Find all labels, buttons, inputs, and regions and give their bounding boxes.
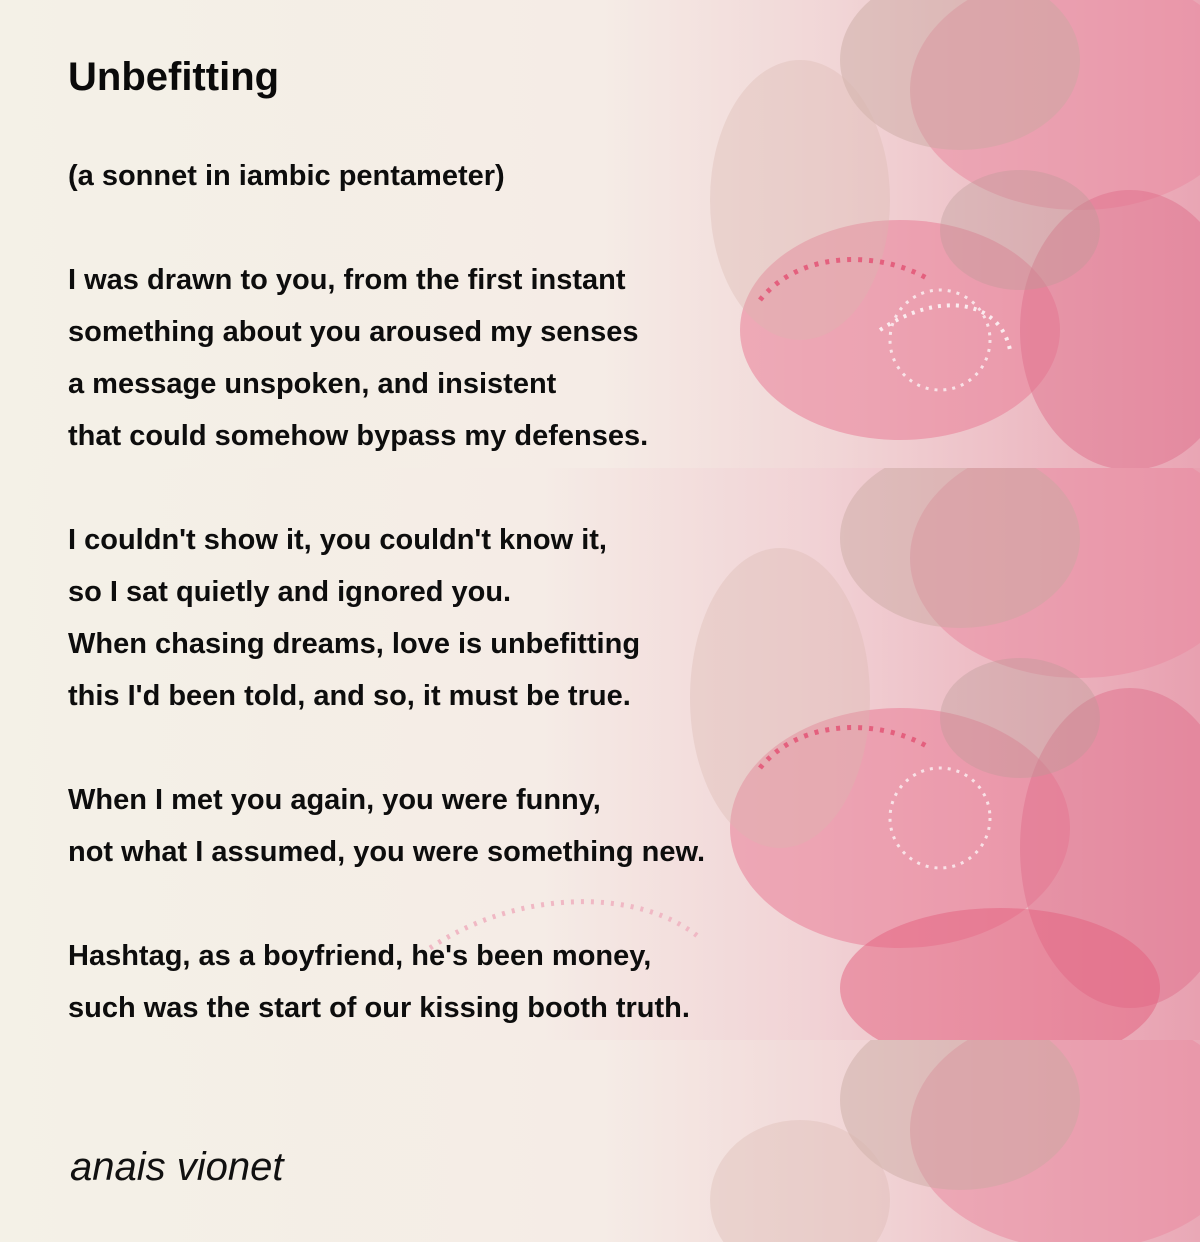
poem-line: a message unspoken, and insistent: [68, 368, 557, 400]
poem-line: When chasing dreams, love is unbefitting: [68, 628, 641, 660]
poem-line: I couldn't show it, you couldn't know it,: [68, 524, 607, 556]
poem-card: [68, 0, 1068, 1242]
stanza-break: [68, 202, 705, 254]
poem-line: something about you aroused my senses: [68, 316, 639, 348]
poem-subtitle: (a sonnet in iambic pentameter): [68, 160, 505, 192]
poem-line: not what I assumed, you were something new.: [68, 836, 706, 868]
poem-line: so I sat quietly and ignored you.: [68, 576, 512, 608]
poem-title: Unbefitting: [68, 55, 280, 99]
poem-line: this I'd been told, and so, it must be true.: [68, 680, 631, 712]
poem-line: Hashtag, as a boyfriend, he's been money,: [68, 940, 652, 972]
poem-line: that could somehow bypass my defenses.: [68, 420, 649, 452]
poem-line: I was drawn to you, from the first instant: [68, 264, 626, 296]
poem-line: such was the start of our kissing booth truth.: [68, 992, 690, 1024]
stanza-break: [68, 722, 705, 774]
poem-body: [68, 150, 705, 1034]
poem-line: When I met you again, you were funny,: [68, 784, 601, 816]
poem-author: anais vionet: [70, 1145, 284, 1189]
stanza-break: [68, 878, 705, 930]
stanza-break: [68, 462, 705, 514]
